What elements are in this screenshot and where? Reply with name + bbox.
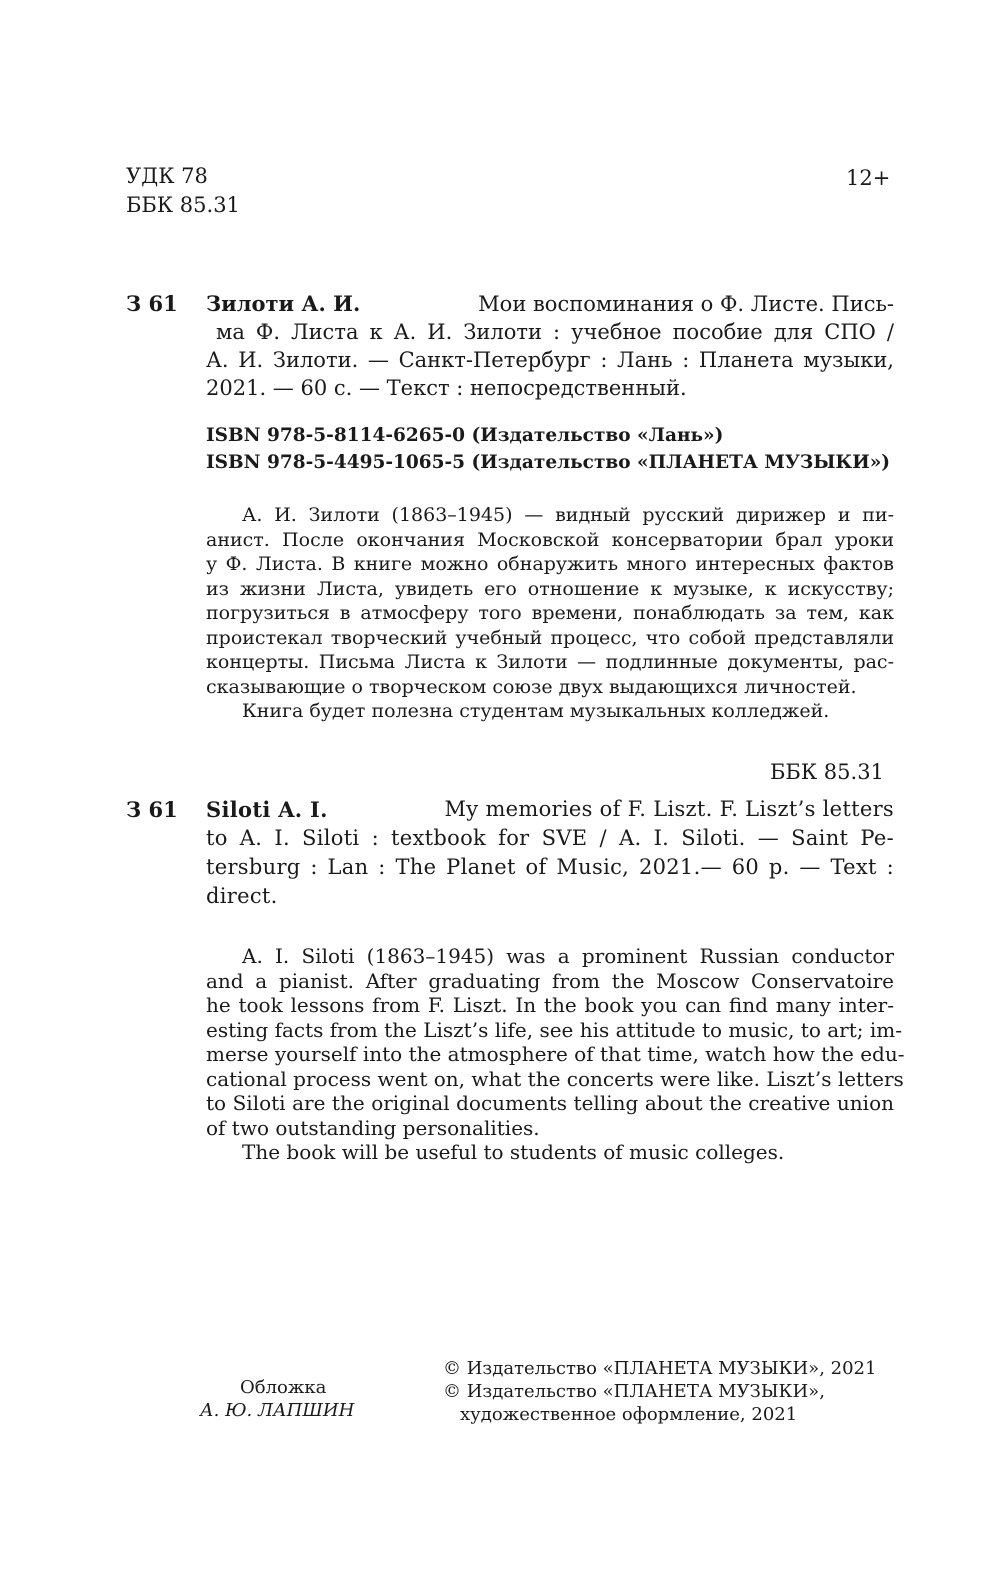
- bbk-code: ББК 85.31: [126, 193, 240, 217]
- en-bibliographic-entry: [206, 795, 894, 911]
- en-abstract-line: esting facts from the Liszt’s life, see his attitude to music, to art; im-: [206, 1017, 902, 1042]
- ru-abstract-line: у Ф. Листа. В книге можно обнаружить много интересных фактов: [206, 553, 894, 575]
- cover-artist: А. Ю. ЛАПШИН: [200, 1400, 355, 1421]
- ru-abstract-line: погрузиться в атмосферу того времени, понаблюдать за тем, как: [206, 602, 894, 624]
- en-entry-line: to A. I. Siloti : textbook for SVE / A. I. Siloti. — Saint Pe-: [206, 826, 894, 850]
- en-abstract-line: of two outstanding personalities.: [206, 1115, 540, 1140]
- ru-bibliographic-entry: [206, 291, 894, 401]
- en-author-code: З 61: [126, 797, 178, 822]
- ru-entry-line: 2021. — 60 с. — Текст : непосредственный.: [206, 376, 687, 400]
- ru-abstract-closing: Книга будет полезна студентам музыкальных колледжей.: [242, 700, 830, 722]
- ru-bbk-code: ББК 85.31: [770, 760, 884, 784]
- en-author-name: Siloti A. I.: [206, 797, 328, 822]
- isbn-planeta: ISBN 978-5-4495-1065-5 (Издательство «ПЛАНЕТА МУЗЫКИ»): [206, 452, 891, 473]
- ru-author-name: Зилоти А. И.: [206, 291, 361, 316]
- ru-abstract-line: сказывающие о творческом союзе двух выдающихся личностей.: [206, 675, 857, 698]
- ru-abstract-line: из жизни Листа, увидеть его отношение к музыке, к искусству;: [206, 577, 894, 600]
- en-abstract-closing: The book will be useful to students of music colleges.: [242, 1140, 785, 1164]
- ru-abstract-line: анист. После окончания Московской консерватории брал уроки: [206, 528, 894, 551]
- ru-entry-line: ма Ф. Листа к А. И. Зилоти : учебное пособие для СПО /: [216, 320, 894, 344]
- en-abstract-line: and a pianist. After graduating from the Moscow Conservatoire: [206, 968, 894, 993]
- en-abstract-line: merse yourself into the atmosphere of that time, watch how the edu-: [206, 1042, 905, 1066]
- en-abstract-line: A. I. Siloti (1863–1945) was a prominent Russian conductor: [242, 944, 894, 968]
- en-abstract-line: he took lessons from F. Liszt. In the book you can find many inter-: [206, 993, 894, 1017]
- en-entry-line: direct.: [206, 884, 278, 908]
- copyright-line: художественное оформление, 2021: [460, 1404, 798, 1425]
- age-rating: 12+: [846, 166, 891, 190]
- ru-abstract-line: концерты. Письма Листа к Зилоти — подлинные документы, рас-: [206, 651, 894, 673]
- en-abstract-line: to Siloti are the original documents telling about the creative union: [206, 1091, 894, 1115]
- en-abstract-line: cational process went on, what the concerts were like. Liszt’s letters: [206, 1066, 904, 1091]
- en-title-line: My memories of F. Liszt. F. Liszt’s letters: [444, 797, 894, 821]
- en-abstract: [206, 944, 905, 1165]
- ru-title-line: Мои воспоминания о Ф. Листе. Пись-: [478, 292, 894, 316]
- ru-abstract-line: проистекал творческий учебный процесс, что собой представляли: [206, 626, 894, 649]
- ru-abstract: [206, 503, 894, 724]
- ru-abstract-line: А. И. Зилоти (1863–1945) — видный русский дирижер и пи-: [242, 504, 894, 526]
- copyright-line: © Издательство «ПЛАНЕТА МУЗЫКИ»,: [443, 1381, 825, 1402]
- en-entry-line: tersburg : Lan : The Planet of Music, 2021.— 60 p. — Text :: [206, 855, 894, 879]
- ru-author-code: З 61: [126, 291, 178, 316]
- copyright-line: © Издательство «ПЛАНЕТА МУЗЫКИ», 2021: [443, 1358, 877, 1379]
- isbn-lan: ISBN 978-5-8114-6265-0 (Издательство «Лань»): [206, 425, 724, 446]
- udk-code: УДК 78: [126, 164, 208, 188]
- cover-label: Обложка: [240, 1377, 327, 1398]
- ru-entry-line: А. И. Зилоти. — Санкт-Петербург : Лань : Планета музыки,: [206, 348, 894, 372]
